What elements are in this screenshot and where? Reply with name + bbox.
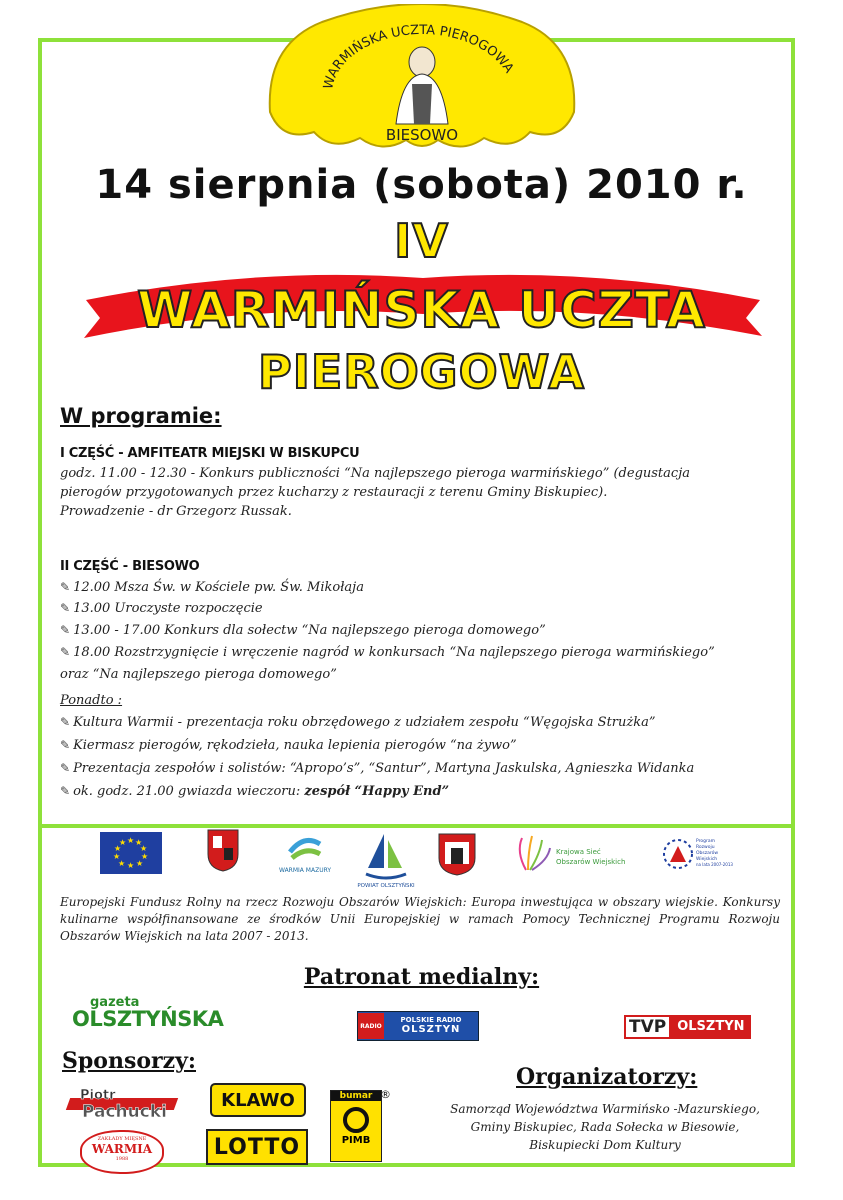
svg-text:POWIAT OLSZTYŃSKI: POWIAT OLSZTYŃSKI	[357, 883, 415, 889]
svg-text:Rozwoju: Rozwoju	[696, 845, 715, 850]
title-line-1: WARMIŃSKA UCZTA	[137, 281, 706, 339]
list-item-continued: oraz “Na najlepszego pieroga domowego”	[60, 667, 337, 682]
part1-text	[60, 464, 778, 521]
section-divider	[38, 824, 795, 828]
part1-line: godz. 11.00 - 12.30 - Konkurs publiczności “Na najlepszego pieroga warmińskiego” (degustacja	[60, 466, 690, 481]
pencil-icon: ✎	[60, 738, 71, 752]
ksow-logo	[508, 832, 638, 876]
pimb-circle-icon	[343, 1107, 369, 1133]
media-heading: Patronat medialny:	[303, 964, 540, 990]
svg-text:★: ★	[118, 859, 126, 868]
list-item: ✎ Prezentacja zespołów i solistów: “Apropo’s”, “Santur”, Martyna Jaskulska, Agnieszka Widanka	[60, 761, 695, 776]
program-heading: W programie:	[60, 404, 222, 428]
svg-text:★: ★	[113, 852, 121, 861]
prow-logo	[658, 832, 733, 880]
svg-text:★: ★	[119, 838, 127, 847]
svg-text:Program: Program	[696, 839, 715, 844]
pencil-icon: ✎	[60, 580, 71, 594]
gazeta-olsztynska-logo: gazeta OLSZTYŃSKA	[72, 995, 224, 1031]
svg-text:Obszarów Wiejskich: Obszarów Wiejskich	[556, 858, 626, 866]
organizer-line: Samorząd Województwa Warmińsko -Mazurskiego,	[450, 1102, 760, 1116]
list-item: ✎ Kultura Warmii - prezentacja roku obrzędowego z udziałem zespołu “Węgojska Strużka”	[60, 715, 656, 730]
svg-text:na lata 2007-2013: na lata 2007-2013	[696, 862, 733, 867]
klawo-logo: KLAWO	[210, 1083, 306, 1117]
svg-text:★: ★	[141, 852, 149, 861]
list-item: ✎ 13.00 Uroczyste rozpoczęcie	[60, 601, 263, 616]
logo-ring-text: WARMIŃSKA UCZTA PIEROGOWA	[321, 22, 517, 91]
voivodeship-crest-icon	[206, 828, 240, 872]
lotto-logo: LOTTO	[206, 1129, 308, 1165]
svg-text:Wiejskich: Wiejskich	[696, 857, 718, 862]
title-line-2: PIEROGOWA	[258, 345, 585, 399]
polskie-radio-olsztyn-logo: RADIO POLSKIE RADIO OLSZTYN	[357, 1011, 479, 1041]
logo-place: BIESOWO	[385, 126, 459, 144]
pencil-icon: ✎	[60, 601, 71, 615]
svg-text:WARMIA MAZURY: WARMIA MAZURY	[278, 867, 332, 874]
svg-text:Krajowa Sieć: Krajowa Sieć	[556, 848, 601, 856]
extra-heading: Ponadto :	[60, 693, 123, 708]
powiat-olsztynski-logo	[357, 830, 415, 890]
list-item: ✎ Kiermasz pierogów, rękodzieła, nauka lepienia pierogów “na żywo”	[60, 738, 517, 753]
list-item: ✎ ok. godz. 21.00 gwiazda wieczoru: zespół “Happy End”	[60, 784, 450, 799]
svg-text:★: ★	[114, 844, 122, 853]
funding-note: Europejski Fundusz Rolny na rzecz Rozwoju Obszarów Wiejskich: Europa inwestująca w obszary wiejskie. Konkursy kulinarne współfinansowane ze środków Unii Europejskiej w ramach Pomocy Technicznej Programu Rozwoju Obszarów Wiejskich na lata 2007 - 2013.	[60, 895, 780, 943]
svg-text:★: ★	[127, 861, 135, 870]
svg-text:★: ★	[135, 838, 143, 847]
edition-number: IV	[394, 214, 449, 268]
zm-warmia-logo: ZAKŁADY MIĘSNE WARMIA 1988	[80, 1130, 164, 1174]
pencil-icon: ✎	[60, 784, 71, 798]
organizer-line: Biskupiecki Dom Kultury	[529, 1138, 681, 1152]
svg-text:Obszarów: Obszarów	[696, 851, 719, 856]
star-band: zespół “Happy End”	[304, 784, 450, 799]
pencil-icon: ✎	[60, 715, 71, 729]
bumar-pimb-logo: bumar PIMB	[330, 1090, 382, 1162]
svg-text:★: ★	[140, 844, 148, 853]
part1-line: Prowadzenie - dr Grzegorz Russak.	[60, 504, 292, 519]
pencil-icon: ✎	[60, 645, 71, 659]
svg-text:★: ★	[127, 836, 135, 845]
piotr-pachucki-logo: Piotr Pachucki	[68, 1088, 178, 1126]
pencil-icon: ✎	[60, 623, 71, 637]
list-item: ✎ 12.00 Msza Św. w Kościele pw. Św. Mikołaja	[60, 580, 364, 595]
organizers-list	[440, 1100, 770, 1154]
warmia-mazury-logo	[278, 830, 332, 876]
organizer-line: Gminy Biskupiec, Rada Sołecka w Biesowie,	[470, 1120, 740, 1134]
sponsors-heading: Sponsorzy:	[62, 1048, 196, 1074]
part1-line: pierogów przygotowanych przez kucharzy z restauracji z terenu Gminy Biskupiec).	[60, 485, 608, 500]
registered-mark: ®	[380, 1088, 391, 1101]
biskupiec-crest-icon	[437, 832, 477, 876]
pencil-icon: ✎	[60, 761, 71, 775]
event-date: 14 sierpnia (sobota) 2010 r.	[95, 162, 748, 208]
tvp-olsztyn-logo: TVP OLSZTYN	[624, 1015, 751, 1039]
organizers-heading: Organizatorzy:	[516, 1064, 698, 1090]
list-item: ✎ 18.00 Rozstrzygnięcie i wręczenie nagród w konkursach “Na najlepszego pieroga warmińskiego”	[60, 645, 715, 660]
pierog-logo	[262, 4, 582, 154]
part1-heading: I CZĘŚĆ - AMFITEATR MIEJSKI W BISKUPCU	[60, 446, 360, 461]
list-item: ✎ 13.00 - 17.00 Konkurs dla sołectw “Na najlepszego pieroga domowego”	[60, 623, 546, 638]
part2-heading: II CZĘŚĆ - BIESOWO	[60, 559, 200, 574]
svg-text:★: ★	[136, 859, 144, 868]
eu-flag-logo	[100, 832, 162, 874]
